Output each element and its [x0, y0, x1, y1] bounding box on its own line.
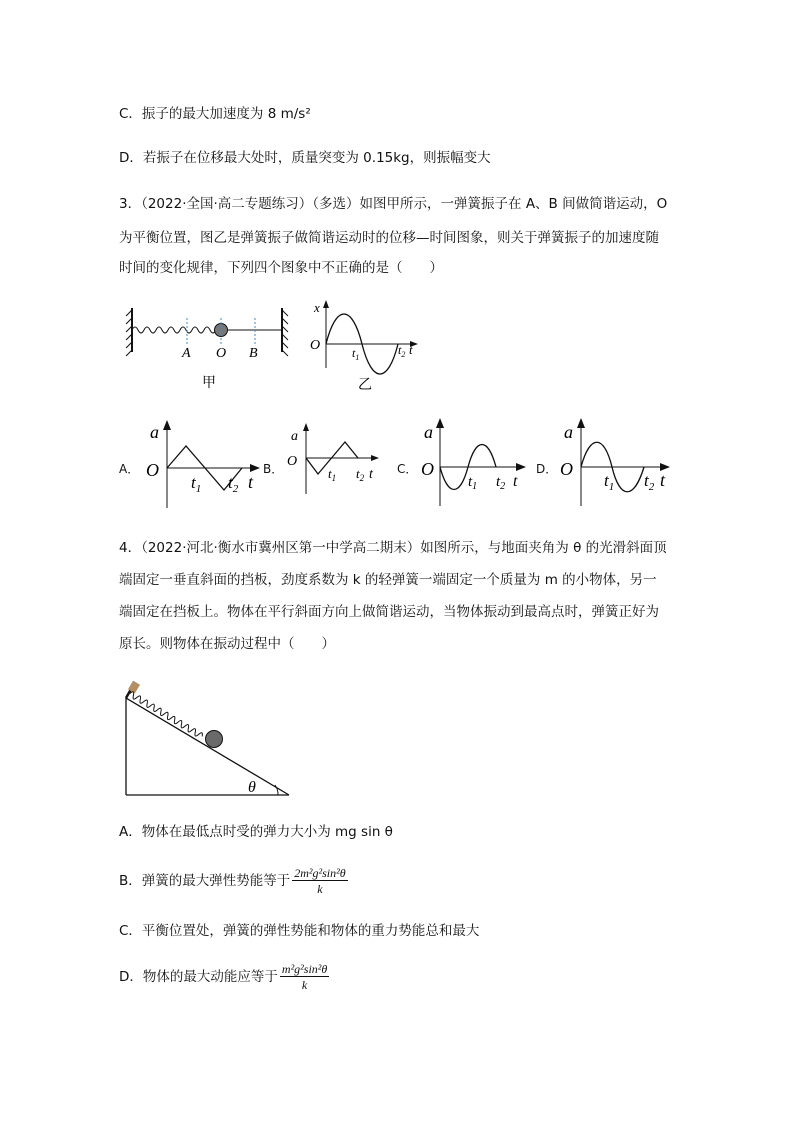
opt-c-t2: $t_2$	[496, 474, 506, 492]
figure-yi-displacement-graph	[306, 298, 426, 393]
yi-t1-label: $t_1$	[352, 346, 360, 362]
q3-option-d-graph	[556, 414, 676, 514]
figure-incline-spring	[118, 678, 298, 803]
label-o: O	[216, 346, 227, 361]
opt-c-origin: O	[421, 459, 434, 479]
q3-stem-line3: 时间的变化规律，下列四个图象中不正确的是（ ）	[119, 260, 443, 276]
q4-stem-line2: 端固定一垂直斜面的挡板，劲度系数为 k 的轻弹簧一端固定一个质量为 m 的小物体，另一	[119, 572, 657, 588]
opt-c-axis-a: a	[424, 422, 433, 442]
q4-option-d-fraction	[280, 962, 329, 992]
opt-d-axis-a: a	[564, 422, 573, 442]
q4-option-c: C．平衡位置处，弹簧的弹性势能和物体的重力势能总和最大	[119, 923, 480, 939]
q4-stem-line1: 4．（2022·河北·衡水市冀州区第一中学高二期末）如图所示，与地面夹角为 θ 的光滑斜面顶	[119, 540, 667, 556]
q3-option-d-label: D．	[536, 462, 558, 476]
yi-t-axis-label: t	[409, 342, 413, 357]
caption-yi: 乙	[358, 377, 372, 393]
opt-a-origin: O	[146, 460, 159, 480]
q3-option-c-label: C．	[397, 462, 418, 476]
label-a: A	[182, 346, 191, 361]
opt-c-t-axis: t	[513, 473, 518, 490]
q3-option-c-graph	[420, 414, 530, 514]
q4-option-b-numerator: 2m²g²sin²θ	[294, 866, 346, 880]
q4-option-b-denominator: k	[317, 882, 323, 896]
q3-option-a-graph	[142, 416, 262, 516]
opt-d-t1: $t_1$	[604, 471, 615, 493]
q3-stem-line1: 3．（2022·全国·高二专题练习）（多选）如图甲所示，一弹簧振子在 A、B 间做简谐运动，O	[119, 196, 668, 212]
q4-option-d	[119, 962, 329, 992]
q4-option-d-denominator: k	[301, 978, 308, 992]
incline-theta-label: θ	[248, 779, 256, 796]
opt-d-t-axis: t	[660, 470, 666, 490]
yi-t2-label: $t_2$	[398, 343, 406, 359]
opt-b-origin: O	[287, 454, 298, 469]
q4-stem-line3: 端固定在挡板上。物体在平行斜面方向上做简谐运动，当物体振动到最高点时，弹簧正好为	[119, 604, 659, 620]
opt-b-t2: $t_2$	[356, 466, 365, 483]
q3-option-b-label: B．	[263, 462, 284, 476]
figure-jia-spring-oscillator	[122, 300, 297, 395]
opt-c-t1: $t_1$	[468, 474, 478, 492]
q2-option-d: D．若振子在位移最大处时，质量突变为 0.15kg，则振幅变大	[119, 150, 491, 166]
q4-option-b-fraction	[292, 866, 347, 896]
q3-stem-line2: 为平衡位置，图乙是弹簧振子做简谐运动时的位移—时间图象，则关于弹簧振子的加速度随	[119, 230, 659, 246]
q3-option-b-graph	[281, 420, 381, 500]
opt-b-t1: $t_1$	[328, 466, 337, 483]
q4-stem-line4: 原长。则物体在振动过程中（ ）	[119, 636, 335, 652]
opt-b-t-axis: t	[369, 467, 373, 482]
caption-jia: 甲	[202, 375, 216, 391]
yi-origin-label: O	[310, 338, 321, 353]
yi-axis-x-label: x	[314, 300, 320, 315]
q2-option-c: C．振子的最大加速度为 8 m/s²	[119, 106, 311, 122]
opt-a-axis-a: a	[150, 422, 159, 442]
label-b: B	[249, 346, 258, 361]
q4-option-b-text: B．弹簧的最大弹性势能等于	[119, 873, 291, 889]
q3-option-a-label: A．	[119, 462, 140, 476]
opt-a-t1: $t_1$	[191, 473, 202, 495]
opt-b-axis-a: a	[291, 429, 298, 444]
q4-option-d-numerator: m²g²sin²θ	[281, 962, 328, 976]
opt-d-t2: $t_2$	[644, 471, 655, 493]
opt-d-origin: O	[560, 459, 573, 479]
q4-option-a: A．物体在最低点时受的弹力大小为 mg sin θ	[119, 824, 393, 840]
q4-option-b	[119, 866, 348, 896]
opt-a-t-axis: t	[248, 472, 254, 492]
opt-a-t2: $t_2$	[228, 473, 239, 495]
q4-option-d-text: D．物体的最大动能应等于	[119, 969, 278, 985]
